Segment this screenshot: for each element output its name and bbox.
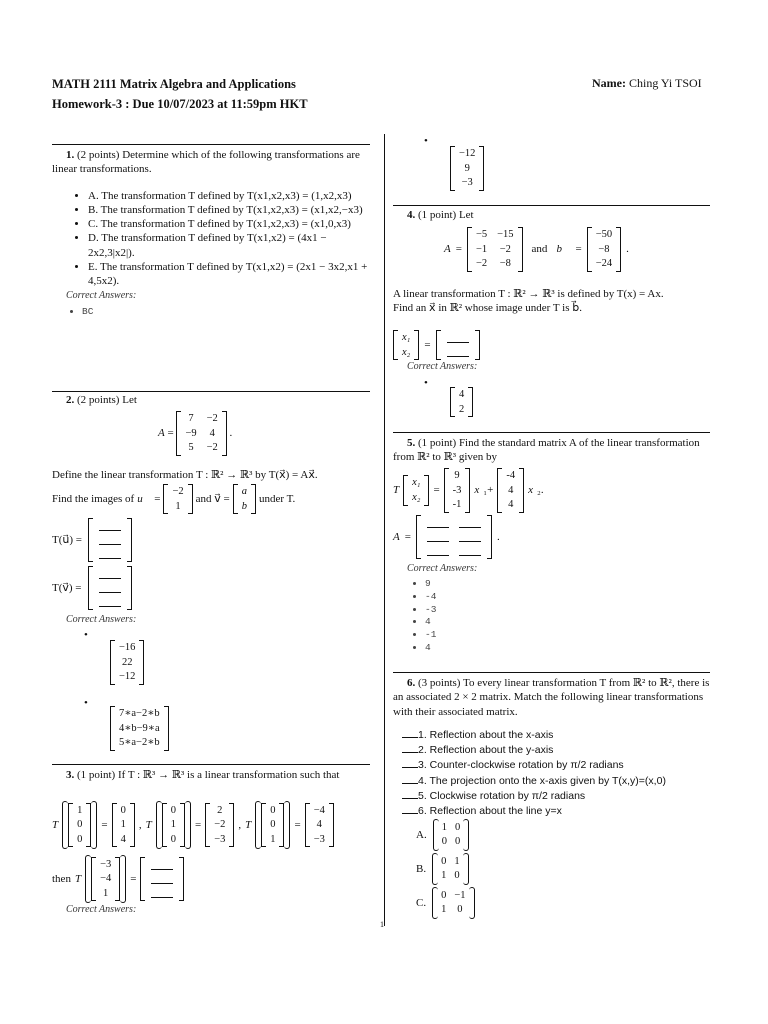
matrix-cell: 1	[270, 833, 276, 845]
answer-blank[interactable]	[447, 347, 469, 357]
match-blank[interactable]	[402, 804, 418, 814]
q3-then-row: then T −3 −4 1 =	[52, 856, 184, 902]
matrix-cell: −15	[497, 229, 514, 240]
q2-answer-1	[110, 640, 144, 685]
q3-text: (1 point) If T : ℝ³ → ℝ³ is a linear transformation such that	[77, 769, 340, 781]
matrix-cell: -3	[452, 484, 462, 496]
matrix-cell: 9	[454, 470, 460, 481]
divider	[52, 391, 370, 392]
divider	[393, 432, 710, 433]
matrix-cell: −24	[595, 258, 613, 270]
matrix-cell: 0	[441, 856, 447, 868]
matrix-cell: 1	[120, 819, 126, 831]
matrix-cell: −9	[185, 427, 197, 439]
answer-blank[interactable]	[427, 546, 449, 556]
matrix-cell: 1	[103, 887, 109, 899]
q1-answer: • BC	[82, 306, 370, 318]
question-1	[52, 148, 370, 318]
bullet: •	[424, 377, 428, 389]
question-2	[52, 393, 370, 407]
q4-description	[393, 287, 710, 316]
matrix-cell: b	[241, 500, 247, 512]
matrix-cell: 7	[188, 413, 194, 424]
bullet: •	[84, 697, 88, 709]
matrix-cell: 2	[217, 804, 223, 816]
q2-number: 2.	[66, 394, 75, 406]
correct-answers-label: Correct Answers:	[66, 614, 137, 625]
q4-desc-2: Find an x⃗ in ℝ² whose image under T is b⃗.	[393, 302, 582, 315]
matrix-cell: 1	[441, 822, 447, 834]
q4-matrices: A = −5 −15 −1 −2 −2 −8 and b⃗ = −50 −8 −24 .	[444, 227, 629, 272]
matrix-cell: 4	[120, 833, 126, 845]
q6-item: 3. Counter-clockwise rotation by π/2 radians	[418, 759, 624, 772]
matrix-cell: 22	[121, 656, 133, 668]
answer-blank[interactable]	[447, 333, 469, 343]
matrix-cell: −2	[499, 243, 511, 255]
column-divider	[384, 134, 385, 926]
matrix-cell: −2	[172, 486, 184, 497]
q4-desc-1: A linear transformation T : ℝ² → ℝ³ is defined by T(x) = Ax.	[393, 288, 664, 300]
q1-option: • C. The transformation T defined by T(x1,x2,x3) = (x1,0,x3)	[88, 217, 370, 231]
answer-blank[interactable]	[427, 518, 449, 528]
answer-blank[interactable]	[151, 888, 173, 898]
q5-answer: • 4	[425, 616, 436, 629]
q5-answer: • 9	[425, 578, 436, 591]
matrix-cell: −5	[475, 229, 488, 240]
matrix-cell: −2	[475, 258, 488, 270]
answer-blank[interactable]	[459, 518, 481, 528]
correct-answers-label: Correct Answers:	[407, 563, 478, 574]
match-blank[interactable]	[402, 758, 418, 768]
q3-mappings: T 1 0 0 = 0 1 4 , T 0 1 0 = 2 −2 −3 , T 0 0 1 = −4 4 −3	[52, 802, 334, 848]
q5-text: (1 point) Find the standard matrix A of the linear transformation from ℝ² to ℝ³ given by	[393, 437, 700, 464]
page-number: 1	[380, 920, 384, 929]
divider	[393, 672, 710, 673]
matrix-cell: −12	[119, 671, 136, 683]
matrix-cell: 1	[175, 500, 181, 512]
match-blank[interactable]	[402, 728, 418, 738]
matrix-cell: 1	[77, 804, 83, 816]
matrix-cell: −16	[119, 642, 136, 653]
answer-blank[interactable]	[99, 597, 121, 607]
matrix-cell: 7∗a−2∗b	[119, 708, 160, 719]
matrix-cell: 0	[457, 904, 463, 915]
matrix-cell: −3	[214, 833, 226, 845]
answer-blank[interactable]	[99, 549, 121, 559]
matrix-cell: −2	[206, 442, 218, 454]
matrix-cell: 0	[454, 822, 461, 834]
matrix-cell: 4	[209, 427, 215, 439]
q6-item-row	[402, 743, 712, 758]
q6-item: 6. Reflection about the line y=x	[418, 805, 562, 818]
q5-number: 5.	[407, 437, 416, 449]
course-title: MATH 2111 Matrix Algebra and Applications	[52, 77, 296, 91]
q6-option-label: A.	[416, 828, 427, 841]
q5-answer-row: A = .	[393, 515, 500, 559]
q6-item-row	[402, 804, 712, 819]
matrix-cell: 4	[459, 389, 465, 400]
matrix-cell: -4	[506, 470, 516, 481]
matrix-cell: −4	[313, 804, 325, 816]
answer-blank[interactable]	[151, 860, 173, 870]
matrix-cell: 2	[459, 403, 465, 415]
matrix-cell: 4	[316, 819, 322, 831]
matrix-cell: a	[241, 486, 247, 497]
matrix-cell: 1	[170, 819, 176, 831]
matrix-cell: 0	[270, 804, 276, 816]
q2-Tu-row	[52, 518, 132, 562]
match-blank[interactable]	[402, 774, 418, 784]
matrix-cell: 5	[188, 442, 194, 454]
matrix-cell: 4∗b−9∗a	[119, 722, 160, 734]
q1-option: • B. The transformation T defined by T(x1,x2,x3) = (x1,x2,−x3)	[88, 203, 370, 217]
q1-option: • E. The transformation T defined by T(x1,x2) = (2x1 − 3x2,x1 + 4,5x2).	[88, 260, 370, 289]
q6-item: 4. The projection onto the x-axis given by T(x,y)=(x,0)	[418, 774, 666, 787]
matrix-cell: 0	[441, 890, 447, 902]
matrix-cell: −2	[206, 413, 218, 424]
question-5	[393, 436, 710, 465]
matrix-cell: 0	[441, 836, 447, 847]
matrix-cell: -1	[452, 499, 462, 511]
matrix-cell: −2	[214, 819, 226, 831]
q6-option	[416, 820, 475, 850]
q4-answer-row: x₁ x₂ =	[393, 330, 480, 360]
matrix-cell: 5∗a−2∗b	[119, 737, 160, 749]
matrix-cell: 1	[454, 856, 460, 868]
q6-option-label: B.	[416, 862, 427, 875]
q6-item: 1. Reflection about the x-axis	[418, 729, 554, 741]
q6-options	[416, 820, 475, 918]
q2-under: under T.	[259, 492, 296, 505]
matrix-cell: 4	[508, 484, 514, 496]
q6-item: 2. Reflection about the y-axis	[418, 744, 554, 757]
q6-option	[416, 854, 475, 884]
q6-items	[402, 728, 712, 819]
q5-answer: • -4	[425, 591, 436, 604]
question-6	[393, 676, 710, 719]
divider	[52, 144, 370, 145]
correct-answers-label: Correct Answers:	[407, 361, 478, 372]
match-blank[interactable]	[402, 789, 418, 799]
matrix-cell: 9	[464, 162, 470, 174]
matrix-cell: −3	[100, 858, 112, 870]
q2-and-v: and v⃗ =	[195, 492, 230, 505]
matrix-cell: 4	[508, 499, 514, 511]
q2-find: Find the images of u⃗ = −2 1 and v⃗ = a b under T.	[52, 484, 370, 514]
matrix-cell: 0	[120, 804, 126, 816]
q6-number: 6.	[407, 677, 416, 689]
answer-blank[interactable]	[99, 583, 121, 593]
q5-equation: T x₁ x₂ = 9 -3 -1 x ₁+ -4 4 4 x ₂.	[393, 468, 544, 513]
matrix-cell: 0	[170, 804, 176, 816]
answer-blank[interactable]	[99, 521, 121, 531]
q6-option	[416, 888, 475, 918]
q5-answers	[407, 578, 436, 655]
q1-number: 1.	[66, 149, 75, 161]
answer-blank[interactable]	[427, 532, 449, 542]
matrix-cell: −12	[459, 148, 476, 159]
q4-and: and	[531, 243, 548, 256]
q2-Tu-label: T(u⃗) =	[52, 533, 82, 546]
q6-item-row	[402, 728, 712, 743]
correct-answers-label: Correct Answers:	[66, 904, 137, 915]
answer-blank[interactable]	[151, 874, 173, 884]
matrix-cell: −50	[595, 229, 613, 240]
q2-answer-2	[110, 706, 169, 751]
homework-title: Homework-3 : Due 10/07/2023 at 11:59pm HKT	[52, 97, 308, 111]
q6-text: (3 points) To every linear transformation T from ℝ² to ℝ², there is an associated 2 × 2 matrix. Match the following linear transformations with their associated matrix.	[393, 677, 710, 718]
q6-item-row	[402, 774, 712, 789]
matrix-cell: −3	[313, 833, 325, 845]
divider	[393, 205, 710, 206]
q6-item-row	[402, 758, 712, 773]
q3-then: then	[52, 872, 71, 885]
answer-blank[interactable]	[99, 569, 121, 579]
question-3	[52, 768, 370, 782]
student-name	[592, 76, 702, 92]
q1-option: • D. The transformation T defined by T(x1,x2) = (4x1 − 2x2,3|x2|).	[88, 231, 370, 260]
matrix-cell: 0	[454, 870, 460, 881]
answer-blank[interactable]	[99, 535, 121, 545]
q2-define: Define the linear transformation T : ℝ² → ℝ³ by T(x⃗) = Ax⃗.	[52, 469, 318, 481]
q5-answer: • 4	[425, 642, 436, 655]
matrix-cell: 0	[77, 819, 83, 831]
matrix-cell: −1	[475, 243, 488, 255]
q3-number: 3.	[66, 769, 75, 781]
q2-matrix-A: A = 7 −2 −9 4 5 −2 .	[158, 411, 232, 456]
q4-number: 4.	[407, 209, 416, 221]
name-label: Name:	[592, 76, 626, 90]
q4-answer	[450, 387, 473, 417]
question-4	[393, 208, 710, 222]
q2-text: (2 points) Let	[77, 394, 137, 406]
matrix-cell: 0	[170, 833, 176, 845]
name-value: Ching Yi TSOI	[628, 76, 702, 90]
q1-option: • A. The transformation T defined by T(x1,x2,x3) = (1,x2,x3)	[88, 189, 370, 203]
matrix-cell: −1	[454, 890, 466, 902]
q5-answer: • -1	[425, 629, 436, 642]
q5-answer: • -3	[425, 604, 436, 617]
matrix-cell: 1	[441, 870, 447, 881]
q6-item-row	[402, 789, 712, 804]
matrix-cell: 0	[77, 833, 83, 845]
bullet: •	[84, 629, 88, 641]
matrix-cell: −4	[100, 873, 112, 885]
matrix-cell: −8	[598, 243, 610, 255]
q2-Tv-label: T(v⃗) =	[52, 581, 82, 594]
q2-Tv-row	[52, 566, 132, 610]
divider	[52, 764, 370, 765]
matrix-cell: 0	[454, 836, 461, 847]
matrix-cell: −3	[461, 177, 473, 189]
q3-answer	[450, 146, 484, 191]
q4-text: (1 point) Let	[418, 209, 474, 221]
correct-answers-label: Correct Answers:	[66, 289, 137, 301]
matrix-cell: 0	[270, 819, 276, 831]
match-blank[interactable]	[402, 743, 418, 753]
q2-find-text: Find the images of	[52, 492, 135, 505]
q6-item: 5. Clockwise rotation by π/2 radians	[418, 789, 586, 802]
bullet: •	[424, 135, 428, 147]
answer-blank[interactable]	[459, 532, 481, 542]
matrix-cell: −8	[499, 258, 511, 270]
q1-text: (2 points) Determine which of the following transformations are linear transformations.	[52, 149, 360, 176]
answer-blank[interactable]	[459, 546, 481, 556]
matrix-cell: 1	[441, 904, 447, 915]
q6-option-label: C.	[416, 896, 427, 909]
